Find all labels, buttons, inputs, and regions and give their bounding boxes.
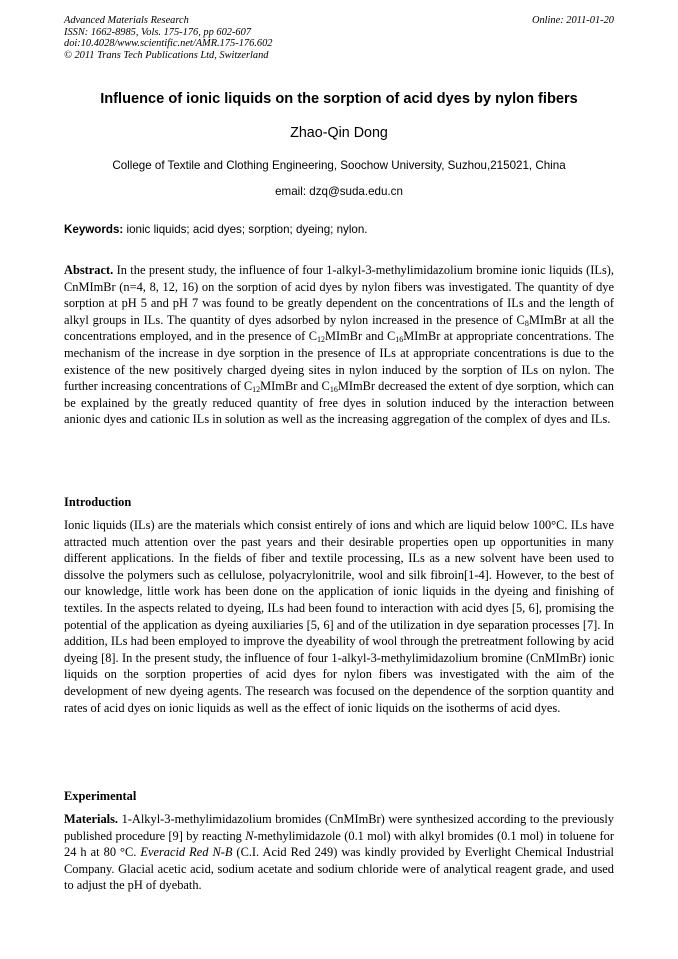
materials-text: 1-Alkyl-3-methylimidazolium bromides (CnMImBr) were synthesized according to the previously published procedure [9] by reacting — [64, 812, 614, 843]
keywords — [64, 223, 614, 236]
experimental-heading: Experimental — [64, 789, 137, 803]
abstract-text: MImBr and C — [260, 379, 330, 394]
journal-name: Advanced Materials Research — [64, 15, 189, 26]
subscript: 12 — [317, 335, 325, 345]
abstract-paragraph — [64, 262, 614, 428]
abstract-text: In the present study, the influence of four 1-alkyl-3-methylimidazolium bromine ionic liquids (ILs), CnMImBr (n=4, 8, 12, 16) on the sorption of acid dyes by nylon fibers was investigated. The quantity of dye sorption at pH 5 and pH 7 was found to be greatly dependent on the concentrations of ILs and the length of alkyl groups in ILs. The quantity of dyes adsorbed by nylon increased in the presence of C — [64, 263, 614, 327]
abstract-text: MImBr and C — [325, 329, 396, 344]
abstract-text: MImBr at appropriate concentrations. The mechanism of the increase in dye sorption in the presence of ILs at appropriate concentrations is due to the existence of the new positively charged dyeing sites in nylon induced by the sorption of ILs on nylon. The further increasing concentrations of C — [64, 329, 614, 394]
introduction-paragraph: Ionic liquids (ILs) are the materials which consist entirely of ions and which are liquid below 100°C. ILs have attracted much attention over the past years and their desirable properties open up opportunities in many different applications. In the fields of fiber and textile processing, ILs as a new solvent have been used to dissolve the polymers such as cellulose, polyacrylonitrile, wool and silk fibroin[1-4]. However, to the best of our knowledge, little work has been done on the application of ionic liquids in the dyeing and finishing of textiles. In the aspects related to dyeing, ILs had been found to interaction with acid dyes [5, 6], promising the potential of the application as dyeing auxiliaries [5, 6] and of the utilization in dye separation processes [7]. In addition, ILs had been employed to improve the dyeability of wool through the pretreatment following by acid dyeing [8]. In the present study, the influence of four 1-alkyl-3-methylimidazolium bromine (CnMImBr) ionic liquids on the sorption properties of acid dyes for nylon fibers was investigated with the aim of the development of new dyeing agents. The research was focused on the dependence of the sorption quantity and rates of acid dyes on ionic liquids as well as the effect of ionic liquids on the isotherms of acid dyes. — [64, 518, 614, 715]
author-email: email: dzq@suda.edu.cn — [275, 185, 403, 198]
doi-line: doi:10.4028/www.scientific.net/AMR.175-176.602 — [64, 38, 273, 49]
materials-text: -methylimidazole (0.1 mol) with alkyl bromides (0.1 mol) in toluene for 24 h at 80 °C. — [64, 828, 614, 860]
introduction-heading: Introduction — [64, 495, 132, 509]
italic-text: N — [245, 828, 254, 843]
paper-title: Influence of ionic liquids on the sorption of acid dyes by nylon fibers — [100, 91, 578, 107]
keywords-text: ionic liquids; acid dyes; sorption; dyeing; nylon. — [123, 223, 368, 236]
keywords-label: Keywords: — [64, 223, 124, 236]
subscript: 12 — [252, 385, 261, 395]
subscript: 16 — [329, 385, 338, 395]
affiliation: College of Textile and Clothing Engineering, Soochow University, Suzhou,215021, China — [112, 159, 566, 172]
abstract-text: MImBr at all the concentrations employed, and in the presence of C — [64, 312, 614, 344]
abstract-label: Abstract. — [64, 263, 114, 277]
issn-line: ISSN: 1662-8985, Vols. 175-176, pp 602-607 — [64, 26, 252, 38]
copyright-line: © 2011 Trans Tech Publications Ltd, Switzerland — [64, 49, 269, 61]
journal-header — [64, 15, 614, 61]
online-date: Online: 2011-01-20 — [531, 15, 614, 26]
subscript: 16 — [395, 335, 404, 345]
dye-name: Everacid Red N-B — [140, 845, 233, 860]
materials-label: Materials. — [64, 812, 119, 826]
materials-text: (C.I. Acid Red 249) was kindly provided by Everlight Chemical Industrial Company. Glacial acetic acid, sodium acetate and sodium chloride were of analytical reagent grade, and used to adjust the pH of dyebath. — [64, 845, 614, 893]
materials-paragraph — [64, 811, 614, 894]
author-name: Zhao-Qin Dong — [290, 125, 388, 141]
abstract-text: MImBr decreased the extent of dye sorption, which can be explained by the greatly reduced quantity of free dyes in solution induced by the interaction between anionic dyes and cationic ILs in solution as well as the increasing aggregation of the complex of dyes and ILs. — [64, 379, 615, 427]
subscript: 8 — [524, 318, 529, 328]
